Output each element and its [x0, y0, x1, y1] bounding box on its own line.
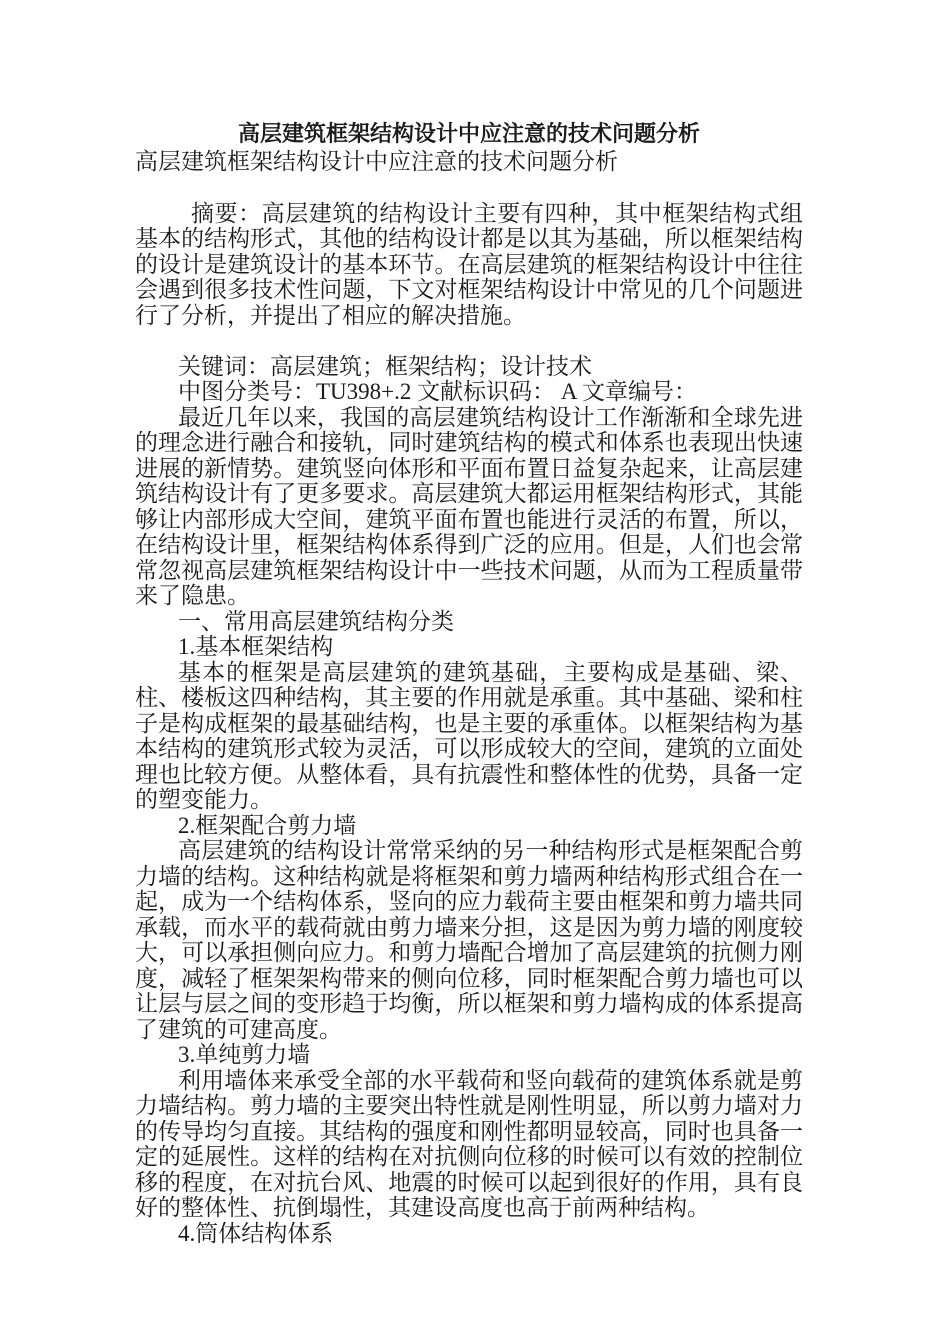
classification-line: 中图分类号：TU398+.2 文献标识码： A 文章编号：	[178, 379, 697, 404]
subsection-heading-basic-frame: 1.基本框架结构	[178, 634, 334, 659]
intro-paragraph: 最近几年以来，我国的高层建筑结构设计工作渐渐和全球先进的理念进行融合和接轨，同时建筑结构的模式和体系也表现出快速进展的新情势。建筑竖向体形和平面布置日益复杂起来，让高层建筑结构设计有了更多要求。高层建筑大都运用框架结构形式，其能够让内部形成大空间，建筑平面布置也能进行灵活的布置，所以，在结构设计里，框架结构体系得到广泛的应用。但是，人们也会常常忽视高层建筑框架结构设计中一些技术问题，从而为工程质量带来了隐患。	[135, 404, 803, 608]
blank-line	[135, 175, 803, 201]
paragraph-frame-shear-wall: 高层建筑的结构设计常常采纳的另一种结构形式是框架配合剪力墙的结构。这种结构就是将框架和剪力墙两种结构形式组合在一起，成为一个结构体系，竖向的应力载荷主要由框架和剪力墙共同承载，而水平的载荷就由剪力墙来分担，这是因为剪力墙的刚度较大，可以承担侧向应力。和剪力墙配合增加了高层建筑的抗侧力刚度，减轻了框架架构带来的侧向位移，同时框架配合剪力墙也可以让层与层之间的变形趋于均衡，所以框架和剪力墙构成的体系提高了建筑的可建高度。	[135, 838, 803, 1042]
document-subtitle: 高层建筑框架结构设计中应注意的技术问题分析	[135, 149, 618, 174]
paragraph-basic-frame: 基本的框架是高层建筑的建筑基础，主要构成是基础、梁、柱、楼板这四种结构，其主要的作用就是承重。其中基础、梁和柱子是构成框架的最基础结构，也是主要的承重体。以框架结构为基本结构的建筑形式较为灵活，可以形成较大的空间，建筑的立面处理也比较方便。从整体看，具有抗震性和整体性的优势，具备一定的塑变能力。	[135, 659, 803, 812]
abstract-paragraph: 摘要：高层建筑的结构设计主要有四种，其中框架结构式组基本的结构形式，其他的结构设计都是以其为基础，所以框架结构的设计是建筑设计的基本环节。在高层建筑的框架结构设计中往往会遇到很多技术性问题，下文对框架结构设计中常见的几个问题进行了分析，并提出了相应的解决措施。	[135, 200, 803, 328]
subsection-heading-frame-shear-wall: 2.框架配合剪力墙	[178, 812, 357, 838]
document-page	[135, 118, 803, 1246]
paragraph-pure-shear-wall: 利用墙体来承受全部的水平载荷和竖向载荷的建筑体系就是剪力墙结构。剪力墙的主要突出特性就是刚性明显，所以剪力墙对力的传导均匀直接。其结构的强度和刚性都明显较高，同时也具备一定的延展性。这样的结构在对抗侧向位移的时候可以有效的控制位移的程度，在对抗台风、地震的时候可以起到很好的作用，具有良好的整体性、抗倒塌性，其建设高度也高于前两种结构。	[135, 1067, 803, 1220]
blank-line	[135, 328, 803, 354]
section-heading-structure-types: 一、常用高层建筑结构分类	[178, 608, 454, 634]
keywords-line: 关键词：高层建筑；框架结构；设计技术	[178, 353, 592, 379]
document-title: 高层建筑框架结构设计中应注意的技术问题分析	[237, 121, 700, 146]
subsection-heading-pure-shear-wall: 3.单纯剪力墙	[178, 1042, 311, 1067]
subsection-heading-tube-structure: 4.筒体结构体系	[178, 1220, 334, 1246]
